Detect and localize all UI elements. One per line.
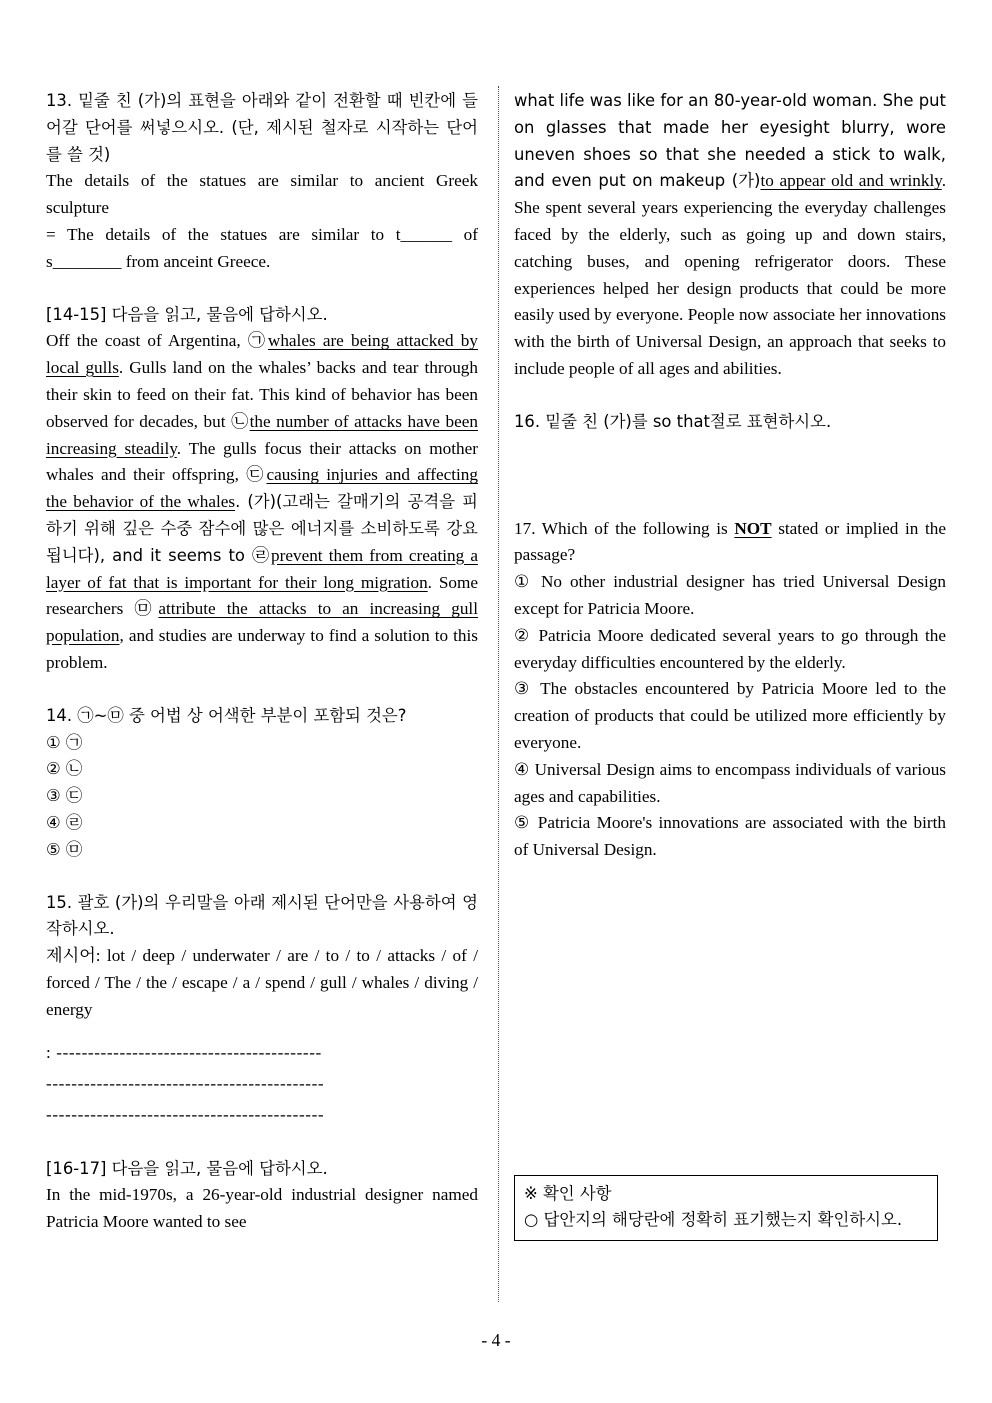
passage-16-17-header: [16-17] 다음을 읽고, 물음에 답하시오. bbox=[46, 1158, 328, 1178]
answer-line-1[interactable]: : ------------------------------------------ bbox=[46, 1042, 322, 1062]
passage-16-17-body-start: In the mid-1970s, a 26-year-old industrial designer named Patricia Moore wanted to see bbox=[46, 1185, 478, 1232]
underlined-phrase-ga: to appear old and wrinkly bbox=[760, 171, 942, 191]
passage-cont-segment-1: what life was like for an 80-year-old woman. She put on glasses that made her eyesight blurry, wore uneven shoes so that she needed a stick to walk, and even put on makeup (가) bbox=[514, 91, 946, 191]
marker-d-icon: ㉣ bbox=[251, 545, 272, 566]
page-number: - 4 - bbox=[481, 1330, 511, 1350]
underlined-phrase-b: the number of attacks have been increasing steadily bbox=[46, 411, 478, 458]
underlined-phrase-a: whales are being attacked by local gulls bbox=[46, 331, 478, 378]
spacer bbox=[46, 1130, 478, 1156]
marker-e-icon: ㉤ bbox=[134, 599, 159, 620]
spacer bbox=[46, 864, 478, 890]
question-13-prompt: 13. 밑줄 친 (가)의 표현을 아래와 같이 전환할 때 빈칸에 들어갈 단어를 써넣으시오. (단, 제시된 철자로 시작하는 단어를 쓸 것) bbox=[46, 91, 478, 164]
passage-14-15-header: [14-15] 다음을 읽고, 물음에 답하시오. bbox=[46, 304, 328, 324]
question-17-prompt bbox=[514, 516, 946, 570]
passage-segment-2: . Gulls land on the whales’ backs and tear through their skin to feed on their fat. This kind of behavior has been observed for decades, but bbox=[46, 358, 478, 431]
marker-c-icon: ㉢ bbox=[246, 465, 267, 486]
question-14-choice-5[interactable]: ⑤ ㉤ bbox=[46, 839, 83, 859]
passage-segment-1: Off the coast of Argentina, bbox=[46, 331, 248, 351]
question-13-line-1: The details of the statues are similar to ancient Greek sculpture bbox=[46, 171, 478, 218]
question-14-choice-3[interactable]: ③ ㉢ bbox=[46, 786, 83, 806]
question-14-prompt: 14. ㉠~㉤ 중 어법 상 어색한 부분이 포함되 것은? bbox=[46, 705, 407, 725]
answer-line-2[interactable]: -------------------------------------------- bbox=[46, 1073, 325, 1093]
question-13-line-2: = The details of the statues are similar to t______ of s________ from anceint Greece. bbox=[46, 224, 478, 271]
underlined-phrase-e: attribute the attacks to an increasing gull population bbox=[46, 599, 478, 646]
spacer bbox=[514, 383, 946, 409]
passage-segment-5: . Some researchers bbox=[46, 572, 478, 619]
passage-cont-segment-2: . She spent several years experiencing the everyday challenges faced by the elderly, such as going up and down stairs, catching buses, and opening refrigerator doors. These experiences helped her design products that could be more easily used by everyone. People now associate her innovations with the birth of Universal Design, an approach that seeks to include people of all ages and abilities. bbox=[514, 171, 947, 378]
marker-b-icon: ㉡ bbox=[231, 411, 250, 432]
question-17-choice-1[interactable]: ① No other industrial designer has tried Universal Design except for Patricia Moore. bbox=[514, 572, 946, 618]
answer-line-3[interactable]: -------------------------------------------- bbox=[46, 1104, 325, 1124]
question-14-choice-4[interactable]: ④ ㉣ bbox=[46, 812, 83, 832]
question-17-choice-5[interactable]: ⑤ Patricia Moore's innovations are associated with the birth of Universal Design. bbox=[514, 813, 946, 860]
spacer bbox=[514, 476, 946, 516]
question-17-prompt-post: stated or implied in the passage? bbox=[514, 518, 946, 565]
spacer bbox=[46, 677, 478, 703]
question-17-not-emphasis: NOT bbox=[734, 518, 772, 538]
underlined-phrase-d: prevent them from creating a layer of fat that is important for their long migration bbox=[46, 545, 478, 592]
notice-item-1: ○ 답안지의 해당란에 정확히 표기했는지 확인하시오. bbox=[524, 1210, 903, 1229]
notice-box bbox=[514, 1175, 938, 1241]
question-15-prompt: 15. 괄호 (가)의 우리말을 아래 제시된 단어만을 사용하여 영작하시오. bbox=[46, 892, 478, 939]
question-16-prompt: 16. 밑줄 친 (가)를 so that절로 표현하시오. bbox=[514, 411, 832, 431]
passage-16-17-body-continued bbox=[514, 88, 946, 383]
spacer bbox=[46, 276, 478, 302]
passage-segment-3: . The gulls focus their attacks on mother whales and their offspring, bbox=[46, 438, 478, 485]
question-17-prompt-pre: 17. Which of the following is bbox=[514, 518, 735, 538]
question-17-choice-3[interactable]: ③ The obstacles encountered by Patricia Moore led to the creation of products that could be utilized more efficiently by everyone. bbox=[514, 679, 946, 752]
question-17-choice-4[interactable]: ④ Universal Design aims to encompass individuals of various ages and capabilities. bbox=[514, 759, 946, 806]
passage-segment-6: , and studies are underway to find a solution to this problem. bbox=[46, 626, 478, 672]
right-column bbox=[514, 88, 946, 864]
left-column bbox=[46, 88, 478, 1236]
spacer bbox=[514, 436, 946, 476]
question-14-choice-1[interactable]: ① ㉠ bbox=[46, 732, 83, 752]
marker-a-icon: ㉠ bbox=[247, 331, 268, 352]
spacer bbox=[46, 1024, 478, 1037]
passage-14-15-body bbox=[46, 328, 478, 676]
column-divider bbox=[498, 86, 499, 1302]
passage-segment-4: . (가)(고래는 갈매기의 공격을 피하기 위해 깊은 수중 잠수에 많은 에너지를 소비하도록 강요됩니다), and it seems to bbox=[46, 492, 478, 565]
question-15-word-bank: 제시어: lot / deep / underwater / are / to / to / attacks / of / forced / The / the / escape / a / spend / gull / whales / diving / energy bbox=[46, 946, 478, 1019]
notice-title: ※ 확인 사항 bbox=[524, 1184, 612, 1203]
underlined-phrase-c: causing injuries and affecting the behavior of the whales bbox=[46, 465, 478, 512]
question-17-choice-2[interactable]: ② Patricia Moore dedicated several years to go through the everyday difficulties encountered by the elderly. bbox=[514, 625, 946, 672]
question-14-choice-2[interactable]: ② ㉡ bbox=[46, 759, 83, 779]
